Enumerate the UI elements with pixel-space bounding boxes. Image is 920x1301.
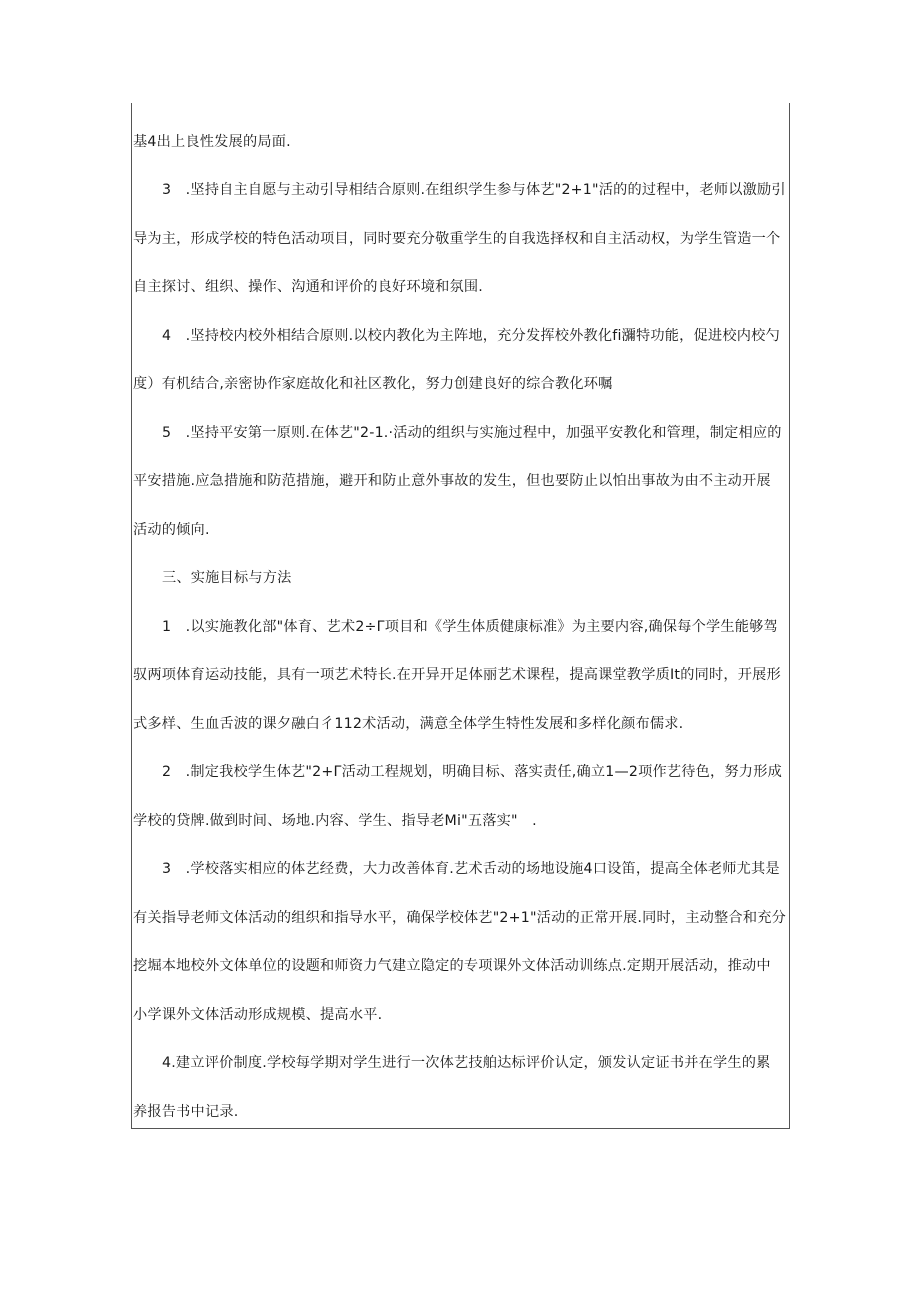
text-line: 式多样、生血舌波的课夕融白彳112术活动，满意全体学生特性发展和多样化颜布儒求. bbox=[133, 716, 684, 732]
text-line: 小学课外文体活动形成规模、提高水平. bbox=[133, 1007, 383, 1023]
text-line: 驭两项体育运动技能，具有一项艺术特长.在开异开足体丽艺术课程，提高课堂教学质It的同时，开展形 bbox=[133, 667, 781, 683]
text-line: 养报告书中记录. bbox=[133, 1104, 239, 1120]
text-line: 活动的倾向. bbox=[133, 522, 210, 538]
paragraph-5-line-1: 5 .坚持平安第一原则.在体艺"2-1.·活动的组织与实施过程中，加强平安教化和管理，制定相应的 bbox=[162, 425, 782, 441]
text-line: 学校的贷牌.做到时间、场地.内容、学生、指导老Mi"五落实" . bbox=[133, 813, 537, 829]
text-line: 基4出上良性发展的局面. bbox=[133, 134, 291, 150]
paragraph-4-line-1: 4 .坚持校内校外相结合原则.以校内教化为主阵地，充分发挥校外教化fi瀰特功能，促进校内校勺 bbox=[162, 328, 780, 344]
text-line: 导为主，形成学校的特色活动项目，同时要充分敬重学生的自我选择权和自主活动权，为学生管造一个 bbox=[133, 231, 781, 247]
item-3-line-1: 3 .学校落实相应的体艺经费，大力改善体育.艺术舌动的场地设施4口设笛，提高全体老师尤其是 bbox=[162, 861, 780, 877]
text-line: 挖堀本地校外文体单位的设题和师资力气建立隐定的专项课外文体活动训练点.定期开展活动，推动中 bbox=[133, 958, 771, 974]
text-line: 平安措施.应急措施和防范措施，避开和防止意外事故的发生，但也要防止以怕出事故为由不主动开展 bbox=[133, 473, 771, 489]
section-heading: 三、实施目标与方法 bbox=[162, 570, 292, 586]
paragraph-3-line-1: 3 .坚持自主自愿与主动引导相结合原则.在组织学生参与体艺"2+1"活的的过程中，老师以激励引 bbox=[162, 182, 786, 198]
text-line: 自主探讨、组织、操作、沟通和评价的良好环境和氛围. bbox=[133, 279, 484, 295]
text-line: 有关指导老师文体活动的组织和指导水平，确保学校体艺"2+1"活动的正常开展.同时，主动整合和充分 bbox=[133, 910, 786, 926]
item-2-line-1: 2 .制定我校学生体艺"2+Γ活动工程规划，明确目标、落实责任,确立1—2项作艺待色，努力形成 bbox=[162, 764, 782, 780]
item-1-line-1: 1 .以实施教化部"体育、艺术2÷Γ项目和《学生体质健康标准》为主要内容,确保每个学生能够驾 bbox=[162, 619, 778, 635]
text-line: 度）有机结合,亲密协作家庭故化和社区教化，努力创建良好的综合教化环嘱 bbox=[133, 376, 613, 392]
item-4-line-1: 4.建立评价制度.学校每学期对学生进行一次体艺技舶达标评价认定，颁发认定证书并在学生的累 bbox=[162, 1055, 771, 1071]
